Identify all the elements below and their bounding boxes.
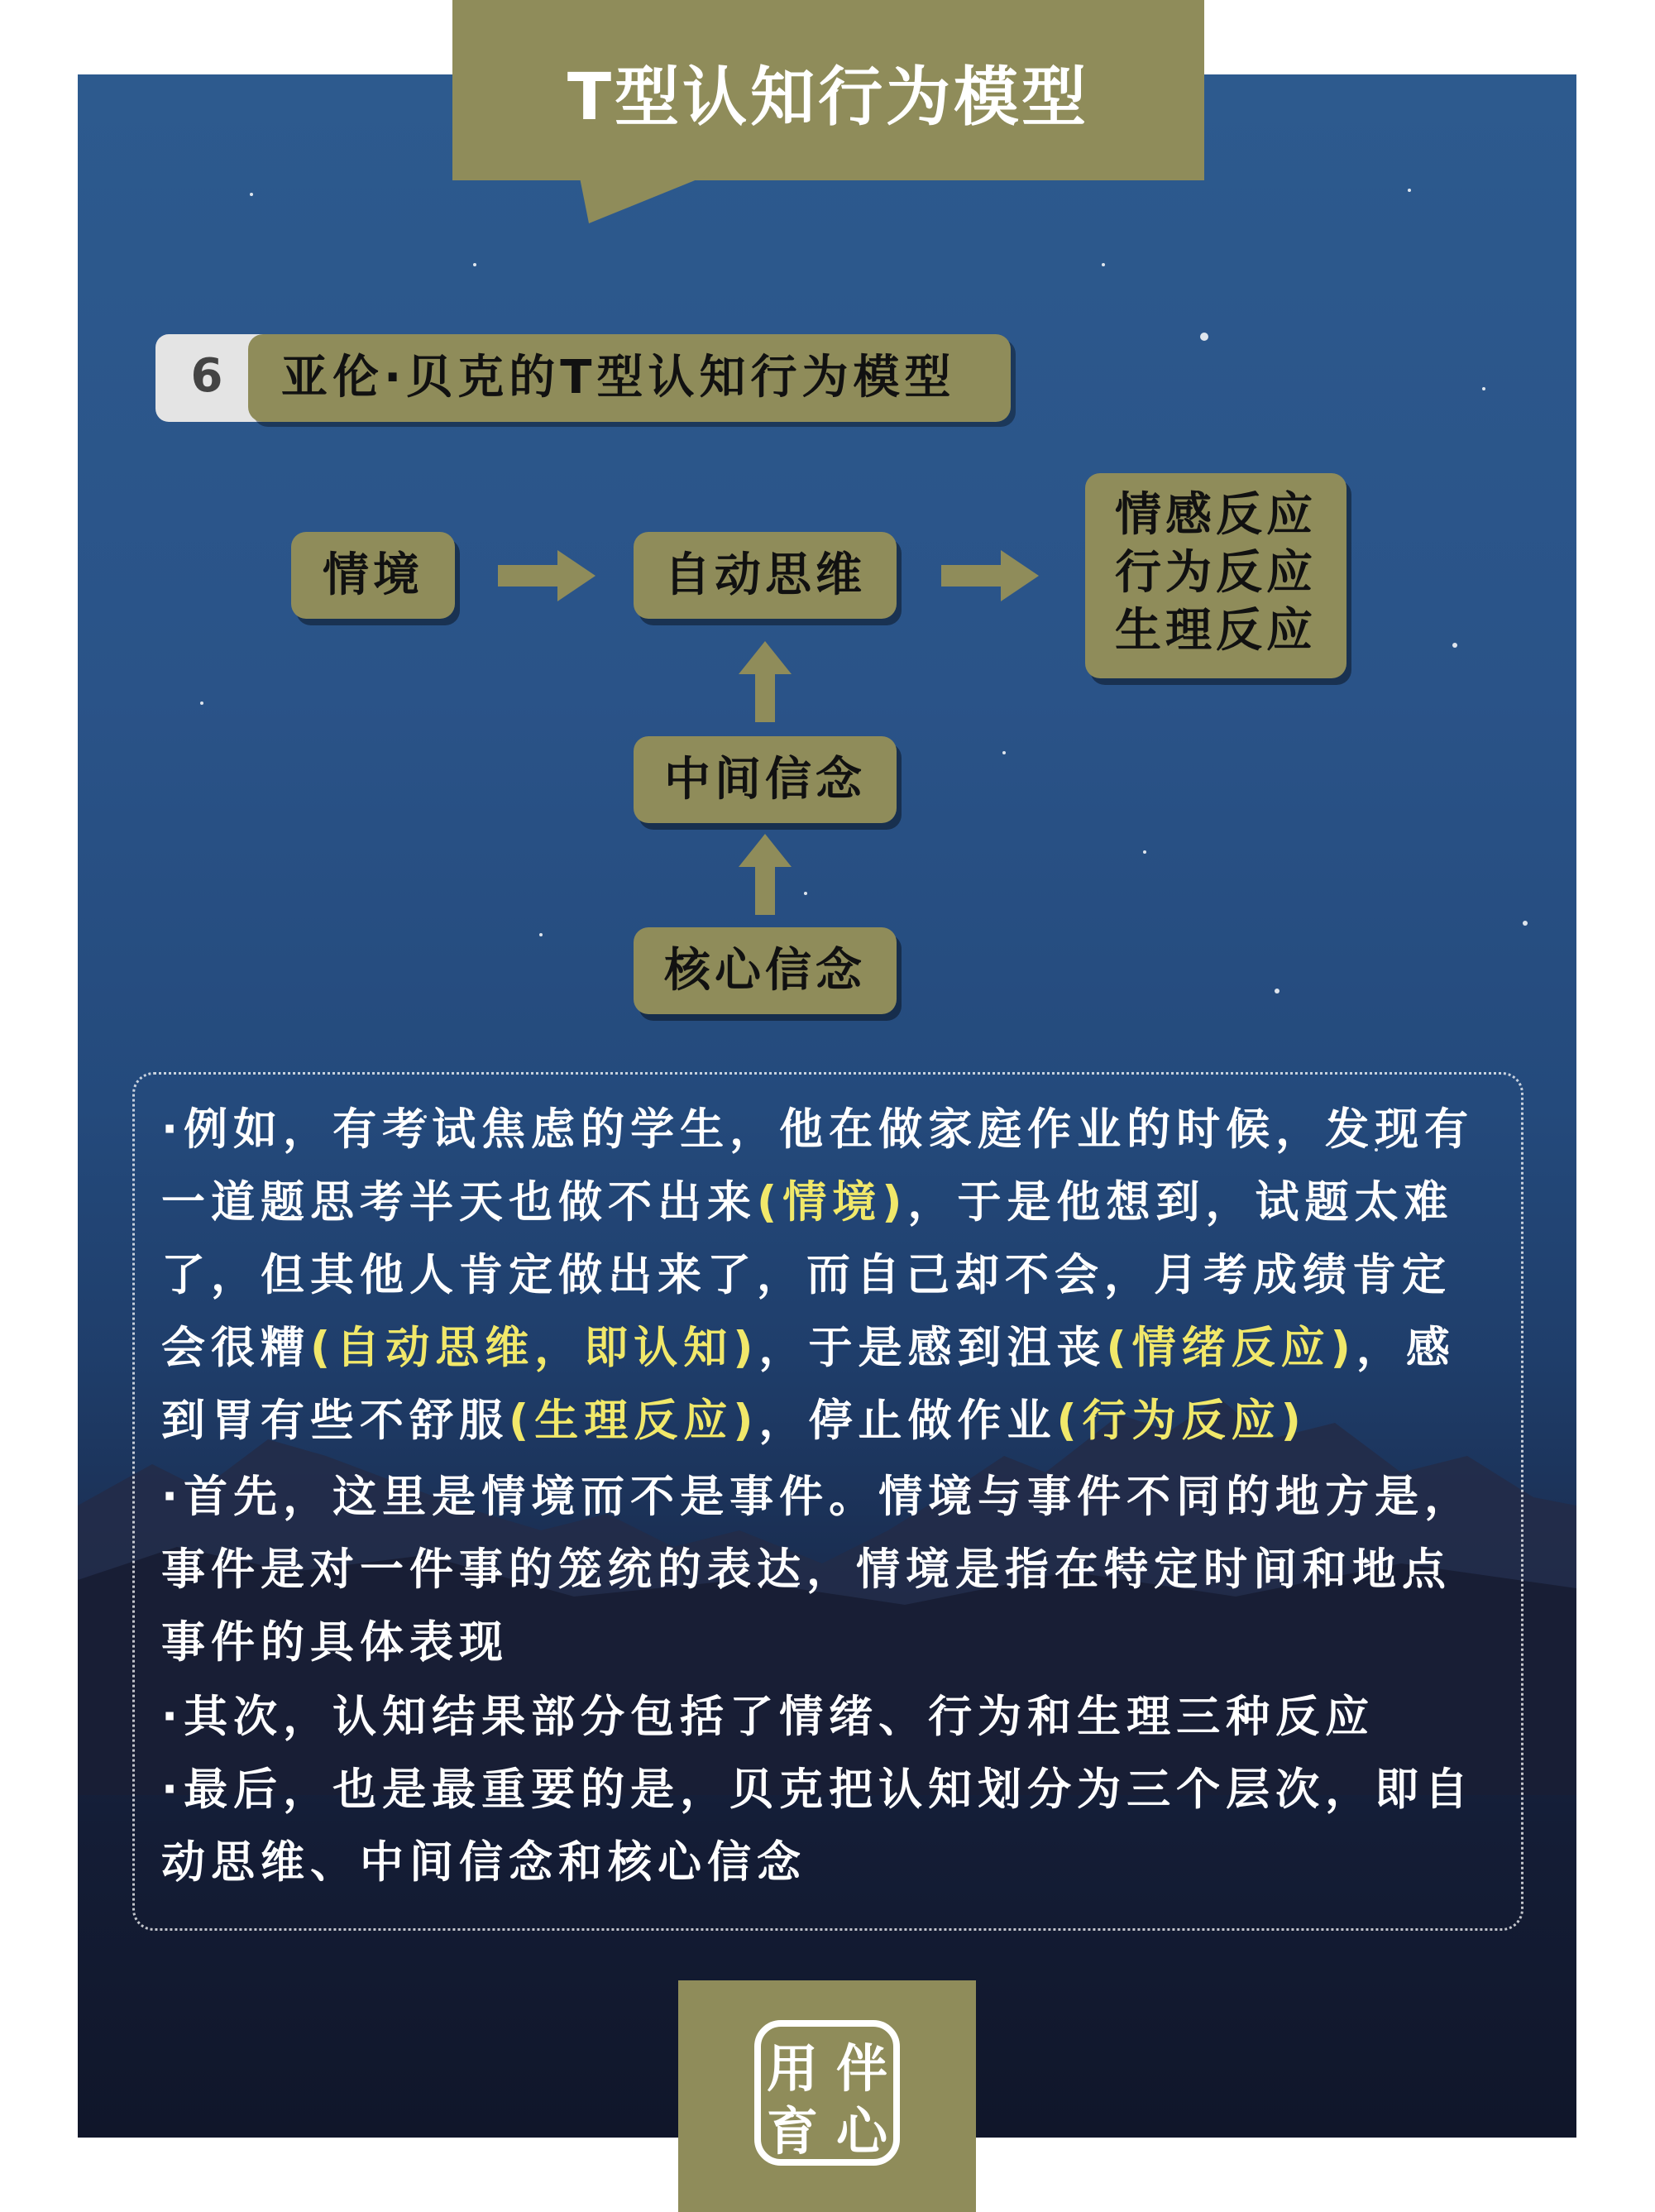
physiological-reaction-label: 生理反应 (1115, 604, 1317, 658)
example-paragraph (161, 1094, 1493, 1458)
core-belief-box (634, 927, 897, 1014)
highlight-situation: (情境) (757, 1177, 908, 1228)
text-segment: ，停止做作业 (758, 1396, 1057, 1446)
arrow-up-icon (739, 834, 792, 915)
second-point-paragraph: ·其次，认知结果部分包括了情绪、行为和生理三种反应 (161, 1692, 1375, 1742)
situation-label: 情境 (323, 548, 423, 602)
text-segment: ·例如，有考试焦虑的学生，他在做家庭作业的时候，发现有一道题思考半天也做不出来 (161, 1104, 1475, 1228)
first-point-paragraph: ·首先，这里是情境而不是事件。情境与事件不同的地方是，事件是对一件事的笼统的表达，情境是指在特定时间和地点事件的具体表现 (161, 1472, 1475, 1668)
logo-char-4: 心 (835, 2101, 888, 2162)
text-segment: ，于是他想到，试题太难了，但其他人肯定做出来了，而自己却不会，月考成绩肯定会很糟 (161, 1177, 1454, 1373)
logo-char-2: 伴 (835, 2038, 888, 2099)
situation-box (291, 532, 455, 619)
third-point-paragraph: ·最后，也是最重要的是，贝克把认知划分为三个层次，即自动思维、中间信念和核心信念 (161, 1764, 1475, 1888)
arrow-right-icon (941, 550, 1039, 601)
intermediate-belief-label: 中间信念 (664, 753, 866, 807)
automatic-thought-box (634, 532, 897, 619)
title-banner-pointer (579, 174, 711, 223)
behavioral-reaction-label: 行为反应 (1115, 546, 1317, 600)
highlight-emotional-reaction: (情绪反应) (1106, 1323, 1356, 1373)
page-title: T型认知行为模型 (567, 60, 1090, 135)
brand-logo (753, 2018, 902, 2167)
highlight-behavioral-reaction: (行为反应) (1056, 1396, 1307, 1446)
highlight-automatic-thought: (自动思维，即认知) (310, 1323, 759, 1373)
section-title: 亚伦·贝克的T型认知行为模型 (248, 334, 1011, 422)
emotional-reaction-label: 情感反应 (1115, 488, 1317, 542)
step-number: 6 (190, 349, 223, 403)
core-belief-label: 核心信念 (664, 944, 866, 998)
text-segment: ，感到胃有些不舒服 (161, 1323, 1456, 1446)
highlight-physiological-reaction: (生理反应) (509, 1396, 759, 1446)
logo-char-3: 育 (766, 2101, 819, 2162)
intermediate-belief-box (634, 736, 897, 823)
arrow-up-icon (739, 641, 792, 722)
automatic-thought-label: 自动思维 (664, 548, 866, 602)
text-segment: ，于是感到沮丧 (758, 1323, 1107, 1373)
arrow-right-icon (498, 550, 596, 601)
reactions-box (1085, 473, 1346, 678)
logo-char-1: 用 (766, 2038, 819, 2099)
